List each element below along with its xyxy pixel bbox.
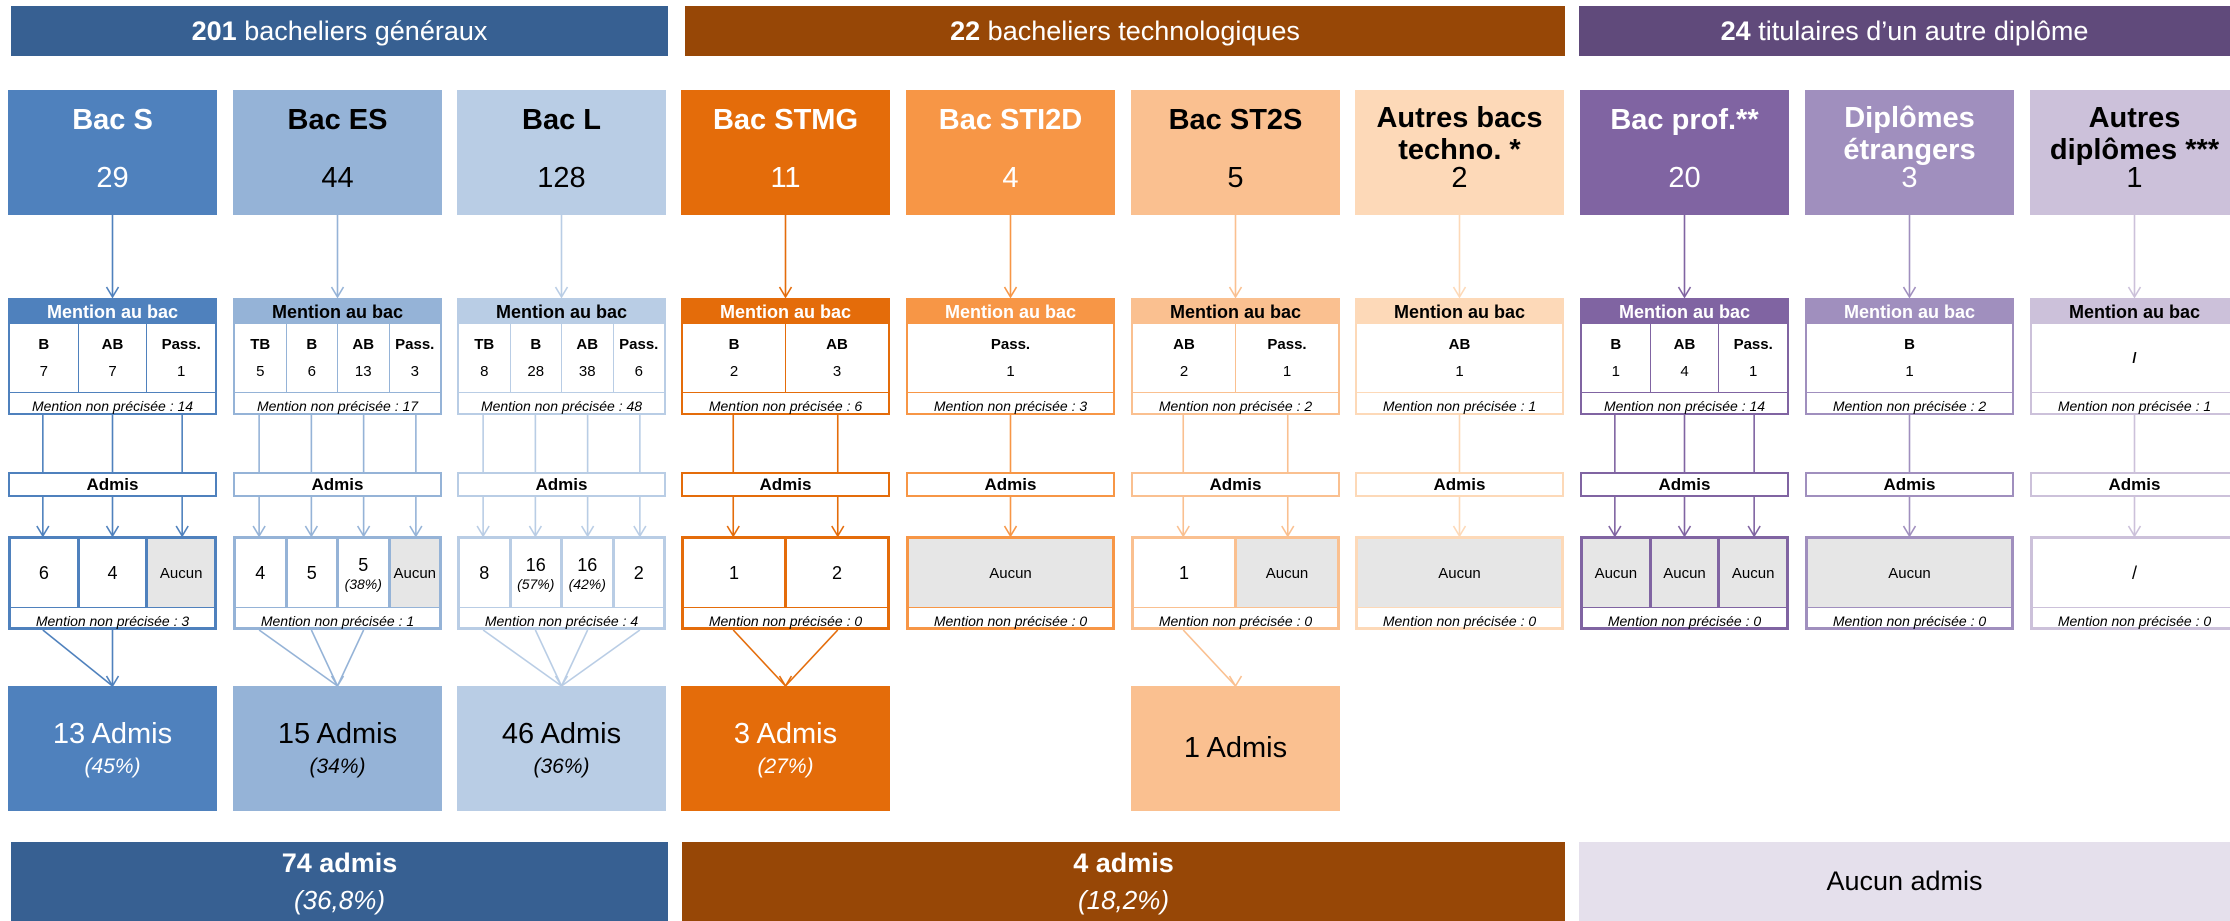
- mention-value: 5: [256, 363, 265, 380]
- result-value: 16: [525, 554, 546, 575]
- result-value: Aucun: [1265, 564, 1309, 582]
- bottom-other: [1579, 842, 2230, 921]
- admis-total-pct: (27%): [757, 755, 814, 778]
- bac-name: [8, 104, 217, 136]
- mention-cell: [235, 324, 286, 392]
- mention-label: B: [306, 336, 318, 353]
- result-value: 6: [38, 562, 49, 583]
- mention-cell: [1582, 324, 1650, 392]
- bac-box: [8, 90, 217, 215]
- mention-non-precisee: Mention non précisée : 17: [235, 392, 440, 418]
- mention-value: 3: [410, 363, 419, 380]
- bac-name-line1: Bac STI2D: [938, 104, 1083, 136]
- mention-table: [459, 324, 664, 392]
- header-general-label: bacheliers généraux: [244, 15, 488, 46]
- bottom-general: [11, 842, 668, 921]
- result-cell: [560, 539, 612, 607]
- bac-name: [681, 104, 890, 136]
- result-pct: (38%): [344, 575, 382, 592]
- mention-header: Mention au bac: [459, 300, 664, 324]
- bac-box: [1131, 90, 1340, 215]
- admis-label: Admis: [2030, 472, 2230, 497]
- mention-label: B: [38, 336, 50, 353]
- bac-name-line2: techno. *: [1398, 134, 1521, 166]
- bac-name: [1805, 102, 2014, 166]
- mention-non-precisee: Mention non précisée : 14: [1582, 392, 1787, 418]
- bac-box: [1580, 90, 1789, 215]
- result-value: 5: [306, 562, 317, 583]
- result-row: [684, 539, 887, 607]
- mention-label: AB: [1673, 336, 1696, 353]
- mention-panel: [2030, 298, 2230, 415]
- mention-table: [1133, 324, 1338, 392]
- mention-value: 7: [39, 363, 48, 380]
- result-value: /: [2131, 562, 2137, 583]
- mention-table: [1357, 324, 1562, 392]
- bac-name-line1: Diplômes: [1844, 102, 1975, 134]
- mention-value: 2: [1179, 363, 1189, 380]
- mention-cell: [1357, 324, 1562, 392]
- admis-total-box: [681, 686, 890, 811]
- mention-label: Pass.: [990, 336, 1031, 353]
- result-value: Aucun: [989, 564, 1032, 582]
- mention-panel: [1355, 298, 1564, 415]
- result-value: Aucun: [1731, 564, 1775, 582]
- mention-table: [235, 324, 440, 392]
- result-value: 8: [479, 562, 490, 583]
- bac-box: [2030, 90, 2230, 215]
- result-non-precisee: Mention non précisée : 4: [460, 607, 663, 634]
- bac-count: 3: [1901, 162, 1918, 194]
- result-value: Aucun: [159, 564, 203, 582]
- mention-cell: [389, 324, 441, 392]
- result-panel: [233, 536, 442, 630]
- mention-panel: [1580, 298, 1789, 415]
- bac-count: 11: [770, 162, 801, 194]
- result-value: 1: [1178, 562, 1189, 583]
- result-panel: [681, 536, 890, 630]
- mention-panel: [906, 298, 1115, 415]
- mention-header: Mention au bac: [683, 300, 888, 324]
- result-row: [1583, 539, 1786, 607]
- bac-name: [2030, 102, 2230, 166]
- mention-label: Pass.: [1733, 336, 1773, 353]
- bac-box: [1355, 90, 1564, 215]
- result-panel: [8, 536, 217, 630]
- result-cell: [2033, 539, 2230, 607]
- bac-box: [457, 90, 666, 215]
- mention-header: Mention au bac: [10, 300, 215, 324]
- mention-value: 8: [480, 363, 489, 380]
- mention-label: B: [1610, 336, 1622, 353]
- result-cell: [1583, 539, 1649, 607]
- bac-name: [457, 104, 666, 136]
- result-non-precisee: Mention non précisée : 0: [1134, 607, 1337, 634]
- bac-box: [1805, 90, 2014, 215]
- admis-total-text: 13 Admis: [52, 718, 173, 750]
- mention-label: AB: [1448, 336, 1471, 353]
- result-cell: [1649, 539, 1718, 607]
- result-row: [1134, 539, 1337, 607]
- mention-panel: [1131, 298, 1340, 415]
- result-non-precisee: Mention non précisée : 3: [11, 607, 214, 634]
- result-panel: [1805, 536, 2014, 630]
- result-row: [2033, 539, 2230, 607]
- mention-panel: [8, 298, 217, 415]
- result-non-precisee: Mention non précisée : 0: [1808, 607, 2011, 634]
- result-non-precisee: Mention non précisée : 1: [236, 607, 439, 634]
- result-value: Aucun: [1663, 564, 1706, 582]
- bac-name-line1: Bac ES: [287, 104, 388, 136]
- result-value: 16: [577, 554, 598, 575]
- result-cell: [145, 539, 214, 607]
- connector-result-to-total: [43, 630, 113, 686]
- mention-non-precisee: Mention non précisée : 6: [683, 392, 888, 418]
- result-value: 5: [358, 554, 369, 575]
- mention-value: 38: [578, 363, 596, 380]
- result-cell: [1808, 539, 2011, 607]
- bac-count: 29: [96, 162, 129, 194]
- mention-non-precisee: Mention non précisée : 48: [459, 392, 664, 418]
- bac-count: 44: [321, 162, 354, 194]
- result-cell: [1134, 539, 1234, 607]
- bac-count: 5: [1227, 162, 1244, 194]
- admis-label: Admis: [1131, 472, 1340, 497]
- bac-name-line1: Autres: [2088, 102, 2181, 134]
- mention-non-precisee: Mention non précisée : 14: [10, 392, 215, 418]
- result-value: 4: [255, 562, 266, 583]
- result-panel: [457, 536, 666, 630]
- bac-box: [681, 90, 890, 215]
- admis-total-text: 46 Admis: [501, 718, 622, 750]
- result-cell: [285, 539, 337, 607]
- header-other-label: titulaires d’un autre diplôme: [1758, 15, 2089, 46]
- result-cell: [77, 539, 146, 607]
- mention-cell: [1650, 324, 1719, 392]
- mention-table: [908, 324, 1113, 392]
- bac-name: [1355, 102, 1564, 166]
- result-row: [1358, 539, 1561, 607]
- result-panel: [1131, 536, 1340, 630]
- mention-cell: [459, 324, 510, 392]
- mention-label: Pass.: [161, 336, 201, 353]
- result-panel: [2030, 536, 2230, 630]
- admis-label: Admis: [1580, 472, 1789, 497]
- result-row: [1808, 539, 2011, 607]
- mention-header: Mention au bac: [1133, 300, 1338, 324]
- result-row: [460, 539, 663, 607]
- mention-non-precisee: Mention non précisée : 1: [1357, 392, 1562, 418]
- admis-total-text: 3 Admis: [733, 718, 838, 750]
- bac-name-line1: Bac S: [72, 104, 153, 136]
- mention-header: Mention au bac: [908, 300, 1113, 324]
- mention-value: 1: [1006, 363, 1015, 380]
- mention-panel: [457, 298, 666, 415]
- header-techno-label: bacheliers technologiques: [987, 15, 1300, 46]
- result-cell: [909, 539, 1112, 607]
- result-panel: [1580, 536, 1789, 630]
- admis-label: Admis: [906, 472, 1115, 497]
- mention-label: AB: [101, 336, 124, 353]
- connector-result-to-total: [1183, 630, 1235, 686]
- mention-table: [1582, 324, 1787, 392]
- result-non-precisee: Mention non précisée : 0: [2033, 607, 2230, 634]
- bac-name: [906, 104, 1115, 136]
- connector-result-to-total: [562, 630, 640, 686]
- mention-cell: [510, 324, 562, 392]
- bac-name-line1: Bac ST2S: [1168, 104, 1303, 136]
- result-non-precisee: Mention non précisée : 0: [1583, 607, 1786, 634]
- mention-header: Mention au bac: [1807, 300, 2012, 324]
- bac-name-line2: étrangers: [1843, 134, 1976, 166]
- mention-value: 4: [1680, 363, 1689, 380]
- arrowhead: [332, 676, 344, 686]
- mention-value: 3: [832, 363, 842, 380]
- mention-value: /: [2132, 349, 2137, 367]
- header-general-count: 201: [191, 15, 237, 46]
- bottom-general-text: 74 admis: [281, 847, 398, 878]
- result-value: Aucun: [393, 564, 437, 582]
- bac-name: [1131, 104, 1340, 136]
- header-techno-count: 22: [950, 15, 981, 46]
- mention-cell: [1807, 324, 2012, 392]
- bottom-techno-pct: (18,2%): [1077, 884, 1170, 915]
- result-cell: [784, 539, 887, 607]
- result-pct: (57%): [517, 575, 555, 592]
- bac-box: [906, 90, 1115, 215]
- mention-table: [683, 324, 888, 392]
- bac-name-line1: Bac prof.**: [1610, 104, 1759, 136]
- connector-result-to-total: [483, 630, 561, 686]
- bac-name-line1: Bac STMG: [712, 104, 859, 136]
- bac-box: [233, 90, 442, 215]
- result-cell: [1358, 539, 1561, 607]
- result-value: 2: [831, 562, 842, 583]
- mention-cell: [561, 324, 613, 392]
- mention-cell: [146, 324, 215, 392]
- mention-label: AB: [352, 336, 375, 353]
- result-non-precisee: Mention non précisée : 0: [684, 607, 887, 634]
- result-cell: [11, 539, 77, 607]
- mention-cell: [337, 324, 389, 392]
- mention-cell: [1235, 324, 1338, 392]
- result-cell: [684, 539, 784, 607]
- mention-cell: [1133, 324, 1235, 392]
- mention-panel: [233, 298, 442, 415]
- mention-label: AB: [826, 336, 848, 353]
- result-value: Aucun: [1438, 564, 1481, 582]
- result-value: 4: [107, 562, 118, 583]
- mention-value: 1: [1455, 363, 1464, 380]
- admis-total-box: [1131, 686, 1340, 811]
- mention-label: AB: [1173, 336, 1195, 353]
- bottom-general-pct: (36,8%): [293, 884, 386, 915]
- mention-value: 6: [307, 363, 316, 380]
- mention-value: 2: [729, 363, 739, 380]
- connector-result-to-total: [259, 630, 337, 686]
- mention-label: Pass.: [619, 336, 659, 353]
- mention-value: 6: [634, 363, 643, 380]
- bac-name-line1: Autres bacs: [1376, 102, 1543, 134]
- admis-total-pct: (34%): [309, 755, 366, 778]
- result-row: [909, 539, 1112, 607]
- admis-total-text: 15 Admis: [277, 718, 398, 750]
- mention-non-precisee: Mention non précisée : 3: [908, 392, 1113, 418]
- bottom-techno: [682, 842, 1565, 921]
- mention-cell: [2032, 324, 2230, 392]
- mention-value: 28: [527, 363, 545, 380]
- mention-label: TB: [474, 336, 495, 353]
- mention-cell: [10, 324, 78, 392]
- admis-total-pct: (36%): [533, 755, 590, 778]
- mention-header: Mention au bac: [1582, 300, 1787, 324]
- bottom-other-text: Aucun admis: [1826, 866, 1983, 896]
- result-non-precisee: Mention non précisée : 0: [1358, 607, 1561, 634]
- mention-cell: [785, 324, 888, 392]
- result-cell: [1234, 539, 1337, 607]
- bac-name-line1: Bac L: [522, 104, 601, 136]
- result-cell: [336, 539, 388, 607]
- mention-value: 1: [1749, 363, 1758, 380]
- mention-label: B: [728, 336, 740, 353]
- bac-name: [1580, 104, 1789, 136]
- result-row: [236, 539, 439, 607]
- mention-header: Mention au bac: [2032, 300, 2230, 324]
- result-panel: [906, 536, 1115, 630]
- admis-label: Admis: [1805, 472, 2014, 497]
- mention-value: 7: [108, 363, 117, 380]
- mention-value: 1: [1905, 363, 1914, 380]
- mention-cell: [908, 324, 1113, 392]
- admis-label: Admis: [1355, 472, 1564, 497]
- mention-header: Mention au bac: [235, 300, 440, 324]
- bac-count: 2: [1451, 162, 1468, 194]
- mention-cell: [1718, 324, 1787, 392]
- admis-total-box: [8, 686, 217, 811]
- admis-total-box: [457, 686, 666, 811]
- bac-count: 1: [2126, 162, 2143, 194]
- result-panel: [1355, 536, 1564, 630]
- header-other-count: 24: [1720, 15, 1751, 46]
- result-pct: (42%): [568, 575, 606, 592]
- mention-value: 1: [177, 363, 186, 380]
- admis-label: Admis: [457, 472, 666, 497]
- mention-value: 1: [1282, 363, 1292, 380]
- result-value: 1: [728, 562, 739, 583]
- bac-count: 128: [537, 162, 586, 194]
- bac-name: [233, 104, 442, 136]
- mention-header: Mention au bac: [1357, 300, 1562, 324]
- mention-label: Pass.: [395, 336, 435, 353]
- result-cell: [612, 539, 664, 607]
- result-cell: [236, 539, 285, 607]
- mention-table: [2032, 324, 2230, 392]
- connector-result-to-total: [733, 630, 785, 686]
- mention-table: [10, 324, 215, 392]
- mention-label: B: [1904, 336, 1915, 353]
- mention-panel: [681, 298, 890, 415]
- result-cell: [460, 539, 509, 607]
- mention-non-precisee: Mention non précisée : 2: [1807, 392, 2012, 418]
- mention-cell: [78, 324, 147, 392]
- mention-non-precisee: Mention non précisée : 2: [1133, 392, 1338, 418]
- admis-label: Admis: [233, 472, 442, 497]
- mention-non-precisee: Mention non précisée : 1: [2032, 392, 2230, 418]
- result-row: [11, 539, 214, 607]
- arrowhead: [556, 676, 568, 686]
- mention-cell: [683, 324, 785, 392]
- mention-value: 1: [1611, 363, 1620, 380]
- bottom-techno-text: 4 admis: [1073, 847, 1174, 878]
- connector-result-to-total: [786, 630, 838, 686]
- admis-label: Admis: [681, 472, 890, 497]
- mention-table: [1807, 324, 2012, 392]
- result-cell: [388, 539, 440, 607]
- connector-result-to-total: [338, 630, 364, 686]
- bac-count: 4: [1002, 162, 1019, 194]
- mention-value: 13: [354, 363, 372, 380]
- mention-label: Pass.: [1267, 336, 1307, 353]
- admis-total-text: 1 Admis: [1183, 732, 1288, 764]
- mention-label: AB: [576, 336, 599, 353]
- result-value: Aucun: [1888, 564, 1931, 582]
- bac-name-line2: diplômes ***: [2049, 134, 2220, 166]
- bac-count: 20: [1668, 162, 1701, 194]
- result-cell: [509, 539, 561, 607]
- result-value: Aucun: [1594, 564, 1638, 582]
- mention-cell: [613, 324, 665, 392]
- result-cell: [1717, 539, 1786, 607]
- result-non-precisee: Mention non précisée : 0: [909, 607, 1112, 634]
- mention-panel: [1805, 298, 2014, 415]
- admis-total-pct: (45%): [84, 755, 141, 778]
- mention-label: TB: [250, 336, 271, 353]
- admis-label: Admis: [8, 472, 217, 497]
- mention-label: B: [530, 336, 542, 353]
- mention-cell: [286, 324, 338, 392]
- result-value: 2: [633, 562, 644, 583]
- admis-total-box: [233, 686, 442, 811]
